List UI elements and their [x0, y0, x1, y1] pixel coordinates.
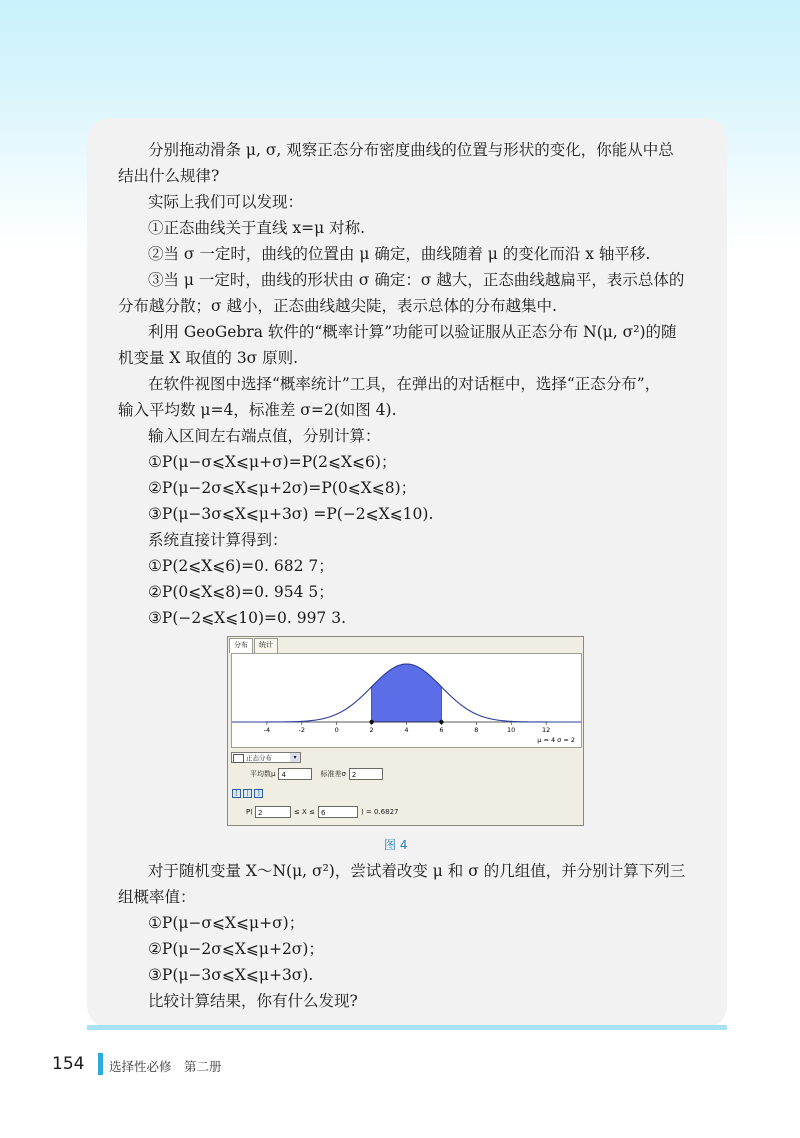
chevron-down-icon[interactable]: ▾: [290, 753, 300, 762]
x-tick-label: 6: [439, 726, 444, 734]
text-line: ①P(μ−σ⩽X⩽μ+σ)=P(2⩽X⩽6)；: [148, 453, 397, 471]
mean-input[interactable]: 4: [278, 768, 312, 780]
x-tick-label: 12: [541, 726, 551, 734]
tab-distribution[interactable]: 分布: [229, 638, 253, 653]
right-sided-button[interactable]: ]: [254, 789, 263, 798]
distribution-select-row: [231, 752, 301, 763]
text-line: 输入平均数 μ=4，标准差 σ=2(如图 4).: [118, 401, 397, 419]
text-line: ①P(μ−σ⩽X⩽μ+σ)；: [148, 914, 305, 932]
distribution-icon: [233, 754, 244, 763]
left-sided-button[interactable]: [: [232, 789, 241, 798]
x-tick-label: 2: [369, 726, 374, 734]
text-line: ③P(−2⩽X⩽10)=0. 997 3.: [148, 609, 347, 627]
lower-bound-input[interactable]: 2: [255, 806, 291, 818]
graph-area: [231, 653, 582, 748]
interval-endpoint[interactable]: [439, 720, 443, 724]
text-line: 对于随机变量 X～N(μ, σ²)，尝试着改变 μ 和 σ 的几组值，并分别计算下列三: [148, 862, 686, 880]
probability-result: ) = 0.6827: [360, 808, 399, 816]
x-tick-label: 10: [507, 726, 516, 734]
probability-row: [246, 806, 398, 818]
text-line: 机变量 X 取值的 3σ 原则.: [118, 349, 299, 367]
sd-input[interactable]: 2: [349, 768, 383, 780]
figure-tabs: [229, 638, 279, 653]
distribution-dropdown-value: 正态分布: [246, 754, 272, 762]
text-line: ②P(μ−2σ⩽X⩽μ+2σ)=P(0⩽X⩽8)；: [148, 479, 417, 497]
parameter-row: [250, 768, 383, 780]
x-tick-label: -4: [263, 726, 271, 734]
mean-label: 平均数μ: [250, 770, 276, 778]
x-tick-label: 0: [334, 726, 339, 734]
text-line: ②P(μ−2σ⩽X⩽μ+2σ)；: [148, 940, 324, 958]
text-line: ③当 μ 一定时，曲线的形状由 σ 确定：σ 越大，正态曲线越扁平，表示总体的: [148, 271, 685, 289]
text-line: ①P(2⩽X⩽6)=0. 682 7；: [148, 557, 334, 575]
text-line: 实际上我们可以发现：: [148, 193, 304, 211]
two-sided-button[interactable]: |: [243, 789, 252, 798]
bottom-rule: [87, 1025, 727, 1030]
figure-caption: 图 4: [384, 838, 408, 852]
distribution-dropdown[interactable]: [231, 752, 301, 763]
page-number: 154: [52, 1054, 85, 1074]
x-tick-label: 8: [474, 726, 479, 734]
interval-endpoint[interactable]: [369, 720, 373, 724]
text-line: ②当 σ 一定时，曲线的位置由 μ 确定，曲线随着 μ 的变化而沿 x 轴平移.: [148, 245, 651, 263]
normal-density-plot: [232, 654, 581, 747]
text-line: 分别拖动滑条 μ, σ, 观察正态分布密度曲线的位置与形状的变化，你能从中总: [148, 141, 674, 159]
text-line: 分布越分散；σ 越小，正态曲线越尖陡，表示总体的分布越集中.: [118, 297, 557, 315]
x-tick-label: 4: [404, 726, 409, 734]
p-label: P(: [246, 808, 253, 816]
inequality-label: ≤ X ≤: [293, 808, 315, 816]
text-line: 组概率值：: [118, 888, 196, 906]
text-line: 比较计算结果，你有什么发现?: [148, 992, 358, 1010]
tab-statistics[interactable]: 统计: [254, 638, 278, 653]
book-title: 选择性必修 第二册: [109, 1059, 222, 1074]
x-tick-label: -2: [298, 726, 306, 734]
text-line: 系统直接计算得到：: [148, 531, 288, 549]
params-label: μ = 4 σ = 2: [537, 736, 575, 744]
text-line: 输入区间左右端点值，分别计算：: [148, 427, 381, 445]
upper-bound-input[interactable]: 6: [318, 806, 358, 818]
text-line: ②P(0⩽X⩽8)=0. 954 5；: [148, 583, 334, 601]
sd-label: 标准差σ: [320, 770, 346, 778]
interval-type-buttons: [232, 789, 265, 798]
text-line: ③P(μ−3σ⩽X⩽μ+3σ) =P(−2⩽X⩽10).: [148, 505, 434, 523]
text-line: 在软件视图中选择“概率统计”工具，在弹出的对话框中，选择“正态分布”，: [148, 375, 661, 393]
geogebra-figure: [227, 636, 584, 826]
text-line: ①正态曲线关于直线 x=μ 对称.: [148, 219, 366, 237]
text-line: ③P(μ−3σ⩽X⩽μ+3σ).: [148, 966, 314, 984]
probability-area: [372, 664, 442, 722]
text-line: 利用 GeoGebra 软件的“概率计算”功能可以验证服从正态分布 N(μ, σ²)的随: [148, 323, 677, 341]
footer-bar: [98, 1053, 103, 1075]
text-line: 结出什么规律?: [118, 167, 220, 185]
